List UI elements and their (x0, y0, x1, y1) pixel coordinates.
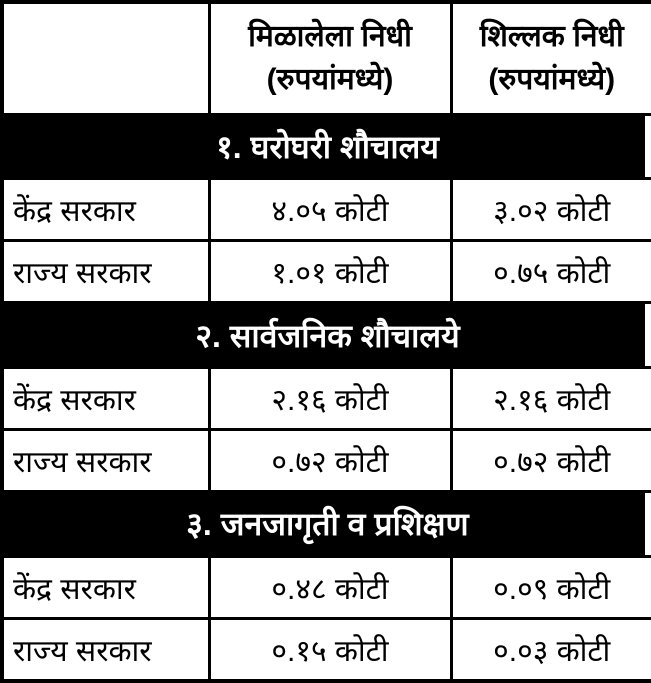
section-title-1: १. घरोघरी शौचालय (2, 114, 651, 179)
row-label: राज्य सरकार (2, 241, 209, 303)
column-header-balance-line1: शिल्लक निधी (479, 19, 624, 53)
table-row (2, 556, 651, 618)
received-value: ४.०५ कोटी (209, 179, 451, 241)
column-header-received-line1: मिळालेला निधी (248, 19, 412, 53)
table-row (2, 368, 651, 430)
column-header-received-line2: (रुपयांमध्ये) (266, 63, 394, 97)
section-title-3: ३. जनजागृती व प्रशिक्षण (2, 491, 651, 556)
row-label: केंद्र सरकार (2, 179, 209, 241)
row-label: राज्य सरकार (2, 618, 209, 681)
table-row (2, 430, 651, 492)
received-value: ०.७२ कोटी (209, 430, 451, 492)
balance-value: ०.०३ कोटी (451, 618, 651, 681)
column-header-balance (451, 2, 651, 114)
column-header-balance-line2: (रुपयांमध्ये) (488, 63, 616, 97)
received-value: ०.१५ कोटी (209, 618, 451, 681)
balance-value: २.१६ कोटी (451, 368, 651, 430)
column-header-received (209, 2, 451, 114)
table-row (2, 179, 651, 241)
corner-cell (2, 2, 209, 114)
section-row-3 (2, 491, 651, 556)
row-label: केंद्र सरकार (2, 556, 209, 618)
received-value: ०.४८ कोटी (209, 556, 451, 618)
section-row-2 (2, 303, 651, 368)
balance-value: ०.७५ कोटी (451, 241, 651, 303)
section-row-1 (2, 114, 651, 179)
balance-value: ३.०२ कोटी (451, 179, 651, 241)
received-value: १.०१ कोटी (209, 241, 451, 303)
table-row (2, 241, 651, 303)
header-row (2, 2, 651, 114)
received-value: २.१६ कोटी (209, 368, 451, 430)
row-label: राज्य सरकार (2, 430, 209, 492)
row-label: केंद्र सरकार (2, 368, 209, 430)
balance-value: ०.०९ कोटी (451, 556, 651, 618)
balance-value: ०.७२ कोटी (451, 430, 651, 492)
table-row (2, 618, 651, 681)
section-title-2: २. सार्वजनिक शौचालये (2, 303, 651, 368)
